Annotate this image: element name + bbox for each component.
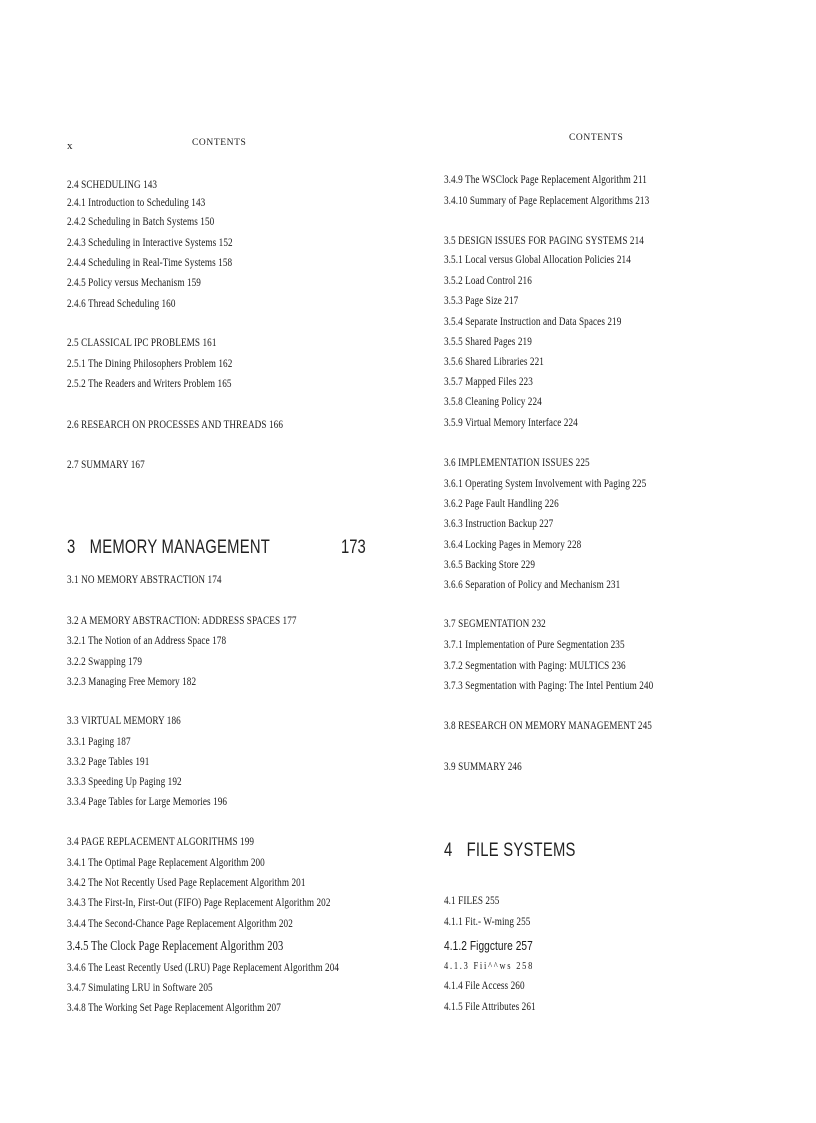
toc-entry: 3.9 SUMMARY 246 [444, 761, 522, 773]
toc-entry: 4.1 FILES 255 [444, 895, 500, 907]
toc-entry: 3.4.9 The WSClock Page Replacement Algorithm 211 [444, 174, 647, 186]
toc-entry: 2.4.1 Introduction to Scheduling 143 [67, 197, 206, 209]
toc-entry: 3.4.6 The Least Recently Used (LRU) Page Replacement Algorithm 204 [67, 962, 340, 974]
chapter-page-number: 173 [341, 537, 366, 558]
toc-entry: 3.4.8 The Working Set Page Replacement Algorithm 207 [67, 1002, 281, 1014]
toc-entry: 3.6.2 Page Fault Handling 226 [444, 498, 559, 510]
toc-entry: 3.4 PAGE REPLACEMENT ALGORITHMS 199 [67, 836, 255, 848]
toc-entry: 3.3.4 Page Tables for Large Memories 196 [67, 796, 228, 808]
toc-entry: 3.6.3 Instruction Backup 227 [444, 518, 554, 530]
toc-entry: 3.3.1 Paging 187 [67, 736, 131, 748]
running-head-right: CONTENTS [569, 133, 624, 143]
toc-entry: 3.3.3 Speeding Up Paging 192 [67, 776, 182, 788]
toc-entry: 3.1 NO MEMORY ABSTRACTION 174 [67, 574, 222, 586]
toc-entry: 3.5.9 Virtual Memory Interface 224 [444, 417, 578, 429]
toc-entry: 2.5 CLASSICAL IPC PROBLEMS 161 [67, 337, 217, 349]
toc-entry: 2.4.6 Thread Scheduling 160 [67, 298, 176, 310]
toc-entry: 3.4.7 Simulating LRU in Software 205 [67, 982, 213, 994]
toc-entry: 3.2.1 The Notion of an Address Space 178 [67, 635, 227, 647]
toc-entry: 3.7 SEGMENTATION 232 [444, 618, 546, 630]
toc-entry: 3.7.2 Segmentation with Paging: MULTICS 236 [444, 660, 626, 672]
toc-entry: 2.5.1 The Dining Philosophers Problem 162 [67, 358, 233, 370]
toc-entry: 3.2.2 Swapping 179 [67, 656, 143, 668]
toc-entry: 3.4.3 The First-In, First-Out (FIFO) Page Replacement Algorithm 202 [67, 897, 331, 909]
toc-entry: 4.1.3 Fii^^ws 258 [444, 961, 535, 972]
toc-entry: 2.4.3 Scheduling in Interactive Systems 152 [67, 237, 233, 249]
chapter-heading [67, 537, 270, 559]
toc-entry: 4.1.4 File Access 260 [444, 980, 525, 992]
toc-entry: 3.7.1 Implementation of Pure Segmentation 235 [444, 639, 625, 651]
toc-entry: 3.5.5 Shared Pages 219 [444, 336, 532, 348]
toc-entry: 3.3 VIRTUAL MEMORY 186 [67, 715, 181, 727]
running-head-left: CONTENTS [192, 138, 247, 148]
toc-entry: 3.7.3 Segmentation with Paging: The Intel Pentium 240 [444, 680, 654, 692]
toc-entry: 3.4.5 The Clock Page Replacement Algorithm 203 [67, 938, 284, 953]
toc-entry: 3.3.2 Page Tables 191 [67, 756, 150, 768]
toc-entry: 3.6.4 Locking Pages in Memory 228 [444, 539, 582, 551]
chapter-number: 4 [444, 840, 453, 861]
chapter-title: MEMORY MANAGEMENT [89, 537, 271, 558]
toc-entry: 3.6 IMPLEMENTATION ISSUES 225 [444, 457, 590, 469]
toc-entry: 3.5.4 Separate Instruction and Data Spaces 219 [444, 316, 622, 328]
toc-entry: 3.5.6 Shared Libraries 221 [444, 356, 544, 368]
toc-entry: 3.6.1 Operating System Involvement with Paging 225 [444, 478, 647, 490]
toc-entry: 4.1.2 Figgcture 257 [444, 938, 533, 953]
toc-entry: 2.5.2 The Readers and Writers Problem 165 [67, 378, 232, 390]
toc-entry: 3.6.6 Separation of Policy and Mechanism 231 [444, 579, 621, 591]
chapter-title: FILE SYSTEMS [466, 840, 576, 861]
toc-entry: 3.5.1 Local versus Global Allocation Policies 214 [444, 254, 631, 266]
toc-entry: 3.5.8 Cleaning Policy 224 [444, 396, 542, 408]
toc-entry: 4.1.5 File Attributes 261 [444, 1001, 536, 1013]
toc-entry: 3.5 DESIGN ISSUES FOR PAGING SYSTEMS 214 [444, 235, 644, 247]
toc-entry: 3.6.5 Backing Store 229 [444, 559, 536, 571]
toc-entry: 3.2.3 Managing Free Memory 182 [67, 676, 197, 688]
toc-entry: 2.4 SCHEDULING 143 [67, 179, 158, 191]
toc-entry: 3.2 A MEMORY ABSTRACTION: ADDRESS SPACES 177 [67, 615, 297, 627]
chapter-number: 3 [67, 537, 76, 558]
page-marker: x [67, 140, 74, 152]
toc-entry: 3.5.3 Page Size 217 [444, 295, 519, 307]
toc-entry: 3.5.7 Mapped Files 223 [444, 376, 533, 388]
toc-entry: 3.4.4 The Second-Chance Page Replacement Algorithm 202 [67, 918, 293, 930]
toc-entry: 3.4.1 The Optimal Page Replacement Algorithm 200 [67, 857, 265, 869]
toc-entry: 2.6 RESEARCH ON PROCESSES AND THREADS 166 [67, 419, 284, 431]
toc-entry: 2.7 SUMMARY 167 [67, 459, 145, 471]
toc-entry: 3.4.10 Summary of Page Replacement Algorithms 213 [444, 195, 650, 207]
toc-entry: 3.5.2 Load Control 216 [444, 275, 532, 287]
toc-entry: 2.4.5 Policy versus Mechanism 159 [67, 277, 201, 289]
toc-entry: 4.1.1 Fit.- W-ming 255 [444, 916, 531, 928]
chapter-heading [444, 840, 576, 862]
toc-entry: 2.4.4 Scheduling in Real-Time Systems 158 [67, 257, 233, 269]
toc-entry: 3.4.2 The Not Recently Used Page Replacement Algorithm 201 [67, 877, 306, 889]
toc-entry: 2.4.2 Scheduling in Batch Systems 150 [67, 216, 215, 228]
toc-entry: 3.8 RESEARCH ON MEMORY MANAGEMENT 245 [444, 720, 652, 732]
